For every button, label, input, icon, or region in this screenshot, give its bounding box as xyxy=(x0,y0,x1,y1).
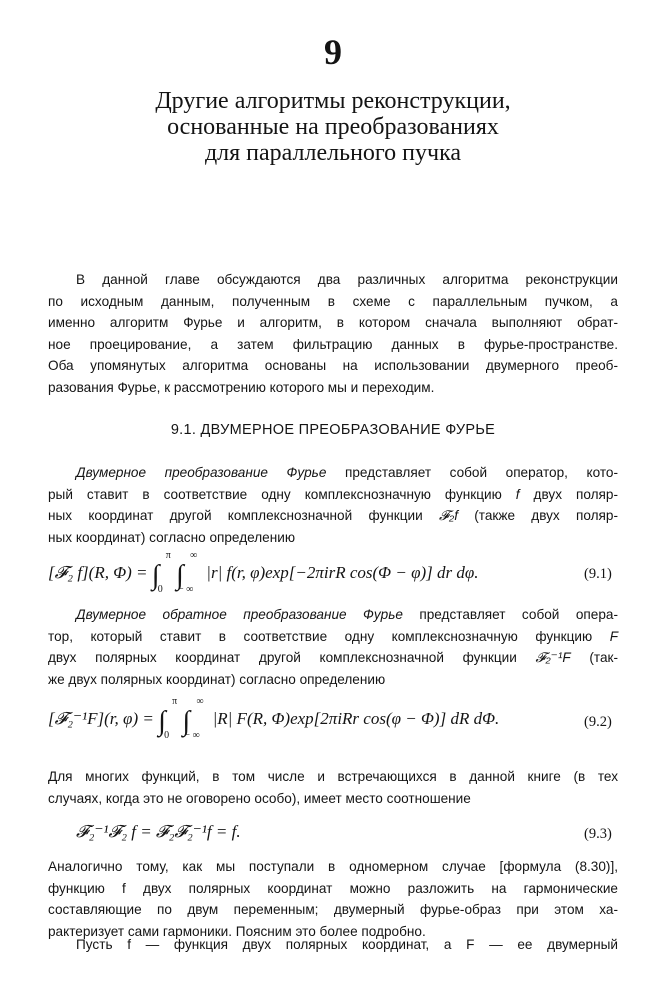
equation-9-2 xyxy=(48,696,500,741)
chapter-title-line: Другие алгоритмы реконструкции, xyxy=(155,88,511,114)
definition-paragraph-inverse xyxy=(48,604,618,690)
section-heading: 9.1. ДВУМЕРНОЕ ПРЕОБРАЗОВАНИЕ ФУРЬЕ xyxy=(170,422,496,438)
text-line: В данной главе обсуждаются два различных алгоритма реконструкции xyxy=(76,272,618,287)
text-line: составляющие по двум переменным; двумерный фурье-образ при этом ха- xyxy=(48,902,618,917)
fourier-operator-symbol: 𝓕₂f xyxy=(439,508,458,523)
integral-sign: ∫ ∞ − ∞ xyxy=(176,550,198,595)
equation-integrand: |r| f(r, φ)exp[−2πirR cos(Φ − φ)] dr dφ. xyxy=(206,563,479,582)
chapter-number: 9 xyxy=(324,32,342,72)
equation-9-3 xyxy=(76,822,241,842)
text-line: Аналогично тому, как мы поступали в одномерном случае [формула (8.30)], xyxy=(48,859,618,874)
equation-number: (9.2) xyxy=(584,714,612,730)
defined-term: Двумерное обратное преобразование Фурье xyxy=(76,607,403,622)
text-line: двух полярных координат другой комплекснозначной функции 𝓕₂⁻¹F (так- xyxy=(48,650,618,665)
text-line: Пусть f — функция двух полярных координат, а F — ее двумерный xyxy=(76,937,618,952)
text-line: Двумерное преобразование Фурье представляет собой оператор, кото- xyxy=(76,465,619,480)
text-line: именно алгоритм Фурье и алгоритм, в котором сначала выполняют обрат- xyxy=(48,315,618,330)
text-line: Оба упомянутых алгоритма основаны на использовании двумерного преоб- xyxy=(48,358,618,373)
continuation-paragraph xyxy=(48,934,618,956)
equation-lhs: [𝓕₂⁻¹F](r, φ) = xyxy=(48,709,154,728)
chapter-title xyxy=(0,88,666,166)
text-line: ное проецирование, а затем фильтрацию данных в фурье-пространстве. xyxy=(48,336,618,352)
relation-paragraph xyxy=(48,766,618,809)
text-line: ных координат) согласно определению xyxy=(48,529,296,545)
equation-body: 𝓕₂⁻¹𝓕₂ f = 𝓕₂𝓕₂⁻¹f = f. xyxy=(76,822,241,841)
definition-paragraph-forward xyxy=(48,462,618,548)
intro-paragraph xyxy=(48,269,618,398)
text-line: ных координат другой комплекснозначной функции 𝓕₂f (также двух поляр- xyxy=(48,508,618,523)
equation-integrand: |R| F(R, Φ)exp[2πiRr cos(φ − Φ)] dR dΦ. xyxy=(212,709,500,728)
text-line: функцию f двух полярных координат можно разложить на гармонические xyxy=(48,880,618,896)
equation-number: (9.1) xyxy=(584,566,612,582)
chapter-title-line: основанные на преобразованиях xyxy=(167,114,499,140)
text-line: Двумерное обратное преобразование Фурье представляет собой опера- xyxy=(76,607,618,622)
text-line: же двух полярных координат) согласно определению xyxy=(48,671,386,687)
harmonics-paragraph xyxy=(48,856,618,942)
text-line: случаях, когда это не оговорено особо), имеет место соотношение xyxy=(48,790,471,806)
integral-sign: ∫ π 0 xyxy=(151,550,171,595)
equation-lhs: [𝓕₂ f](R, Φ) = xyxy=(48,563,148,582)
integral-sign: ∫ ∞ − ∞ xyxy=(182,696,204,741)
text-line: тор, который ставит в соответствие одну комплекснозначную функцию F xyxy=(48,628,618,644)
text-line: рый ставит в соответствие одну комплекснозначную функцию f двух поляр- xyxy=(48,486,618,502)
equation-9-1 xyxy=(48,550,479,595)
chapter-title-line: для параллельного пучка xyxy=(204,140,462,166)
text-line: по исходным данным, полученным в схеме с параллельным пучком, а xyxy=(48,293,618,309)
defined-term: Двумерное преобразование Фурье xyxy=(76,465,327,480)
integral-sign: ∫ π 0 xyxy=(158,696,178,741)
text-line: разования Фурье, к рассмотрению которого мы и переходим. xyxy=(48,379,435,395)
text-line: рактеризует сами гармоники. Поясним это более подробно. xyxy=(48,923,426,939)
inverse-fourier-operator-symbol: 𝓕₂⁻¹F xyxy=(535,650,571,665)
equation-number: (9.3) xyxy=(584,826,612,842)
text-line: Для многих функций, в том числе и встречающихся в данной книге (в тех xyxy=(48,769,618,784)
